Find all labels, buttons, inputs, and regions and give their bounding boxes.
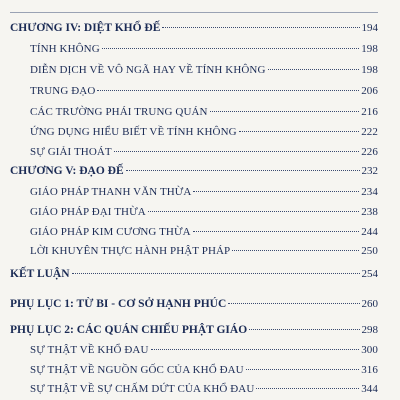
toc-entry[interactable] — [30, 64, 378, 76]
toc-entry-page: 226 — [361, 146, 378, 158]
dot-leader — [232, 250, 359, 251]
toc-entry-page: 238 — [361, 206, 378, 218]
toc-entry-title: TÍNH KHÔNG — [30, 43, 100, 55]
toc-entry-title: CÁC TRƯỜNG PHÁI TRUNG QUÁN — [30, 106, 208, 118]
dot-leader — [246, 369, 359, 370]
toc-entry-page: 300 — [361, 344, 378, 356]
dot-leader — [210, 111, 360, 112]
toc-entry-title: GIÁO PHÁP ĐẠI THỪA — [30, 206, 146, 218]
toc-entry[interactable] — [30, 43, 378, 55]
toc-entry-page: 198 — [361, 64, 378, 76]
toc-entry-page: 232 — [361, 165, 378, 177]
toc-entry-page: 194 — [361, 22, 378, 34]
toc-entry[interactable] — [30, 344, 378, 356]
toc-entry-page: 244 — [361, 226, 378, 238]
dot-leader — [126, 170, 360, 171]
dot-leader — [239, 131, 360, 132]
toc-entry[interactable] — [30, 146, 378, 158]
dot-leader — [228, 303, 359, 304]
toc-entry-title: GIÁO PHÁP KIM CƯƠNG THỪA — [30, 226, 191, 238]
toc-entry-title: PHỤ LỤC 1: TỪ BI - CƠ SỞ HẠNH PHÚC — [10, 298, 227, 310]
toc-entry-title: SỰ THẬT VỀ KHỔ ĐAU — [30, 344, 149, 356]
toc-entry-page: 254 — [361, 268, 378, 280]
toc-entry-page: 234 — [361, 186, 378, 198]
toc-entry-page: 316 — [361, 364, 378, 376]
toc-entry-title: ỨNG DỤNG HIỂU BIẾT VỀ TÍNH KHÔNG — [30, 126, 237, 138]
toc-entry[interactable] — [10, 22, 378, 34]
toc-entry-title: SỰ THẬT VỀ NGUỒN GỐC CỦA KHỔ ĐAU — [30, 364, 244, 376]
dot-leader — [102, 48, 359, 49]
toc-entry-page: 206 — [361, 85, 378, 97]
toc-entry-title: TRUNG ĐẠO — [30, 85, 96, 97]
dot-leader — [249, 329, 359, 330]
toc-entry-title: CHƯƠNG V: ĐẠO ĐẾ — [10, 165, 124, 177]
toc-entry[interactable] — [30, 226, 378, 238]
toc-entry-page: 222 — [361, 126, 378, 138]
toc-entry[interactable] — [10, 324, 378, 336]
toc-entry-title: SỰ THẬT VỀ SỰ CHẤM DỨT CỦA KHỔ ĐAU — [30, 383, 255, 395]
toc-entry-page: 298 — [361, 324, 378, 336]
toc-entry[interactable] — [30, 383, 378, 395]
toc-entry[interactable] — [30, 126, 378, 138]
top-divider — [10, 12, 378, 13]
toc-entry-page: 216 — [361, 106, 378, 118]
toc-entry[interactable] — [30, 364, 378, 376]
toc-entry[interactable] — [30, 85, 378, 97]
toc-entry[interactable] — [30, 186, 378, 198]
toc-entry-title: KẾT LUẬN — [10, 268, 70, 280]
dot-leader — [193, 231, 360, 232]
toc-entry[interactable] — [30, 106, 378, 118]
toc-entry-title: SỰ GIẢI THOÁT — [30, 146, 112, 158]
toc-entry[interactable] — [10, 268, 378, 280]
toc-entry-page: 344 — [361, 383, 378, 395]
toc-entry[interactable] — [30, 206, 378, 218]
toc-entry-page: 198 — [361, 43, 378, 55]
toc-entry[interactable] — [30, 245, 378, 257]
toc-entry-title: DIỄN DỊCH VỀ VÔ NGÃ HAY VỀ TÍNH KHÔNG — [30, 64, 266, 76]
dot-leader — [268, 69, 360, 70]
dot-leader — [148, 211, 359, 212]
toc-entry-page: 250 — [361, 245, 378, 257]
dot-leader — [97, 90, 359, 91]
dot-leader — [151, 349, 360, 350]
toc-entry[interactable] — [10, 165, 378, 177]
toc-entry-title: LỜI KHUYÊN THỰC HÀNH PHẬT PHÁP — [30, 245, 231, 257]
dot-leader — [72, 273, 360, 274]
dot-leader — [162, 27, 359, 28]
toc-entry-title: PHỤ LỤC 2: CÁC QUÁN CHIẾU PHẬT GIÁO — [10, 324, 248, 336]
toc-entry[interactable] — [10, 298, 378, 310]
toc-entry-page: 260 — [361, 298, 378, 310]
dot-leader — [193, 191, 359, 192]
dot-leader — [256, 388, 359, 389]
toc-entry-title: GIÁO PHÁP THANH VĂN THỪA — [30, 186, 192, 198]
toc-entry-title: CHƯƠNG IV: DIỆT KHỔ ĐẾ — [10, 22, 161, 34]
dot-leader — [114, 151, 359, 152]
